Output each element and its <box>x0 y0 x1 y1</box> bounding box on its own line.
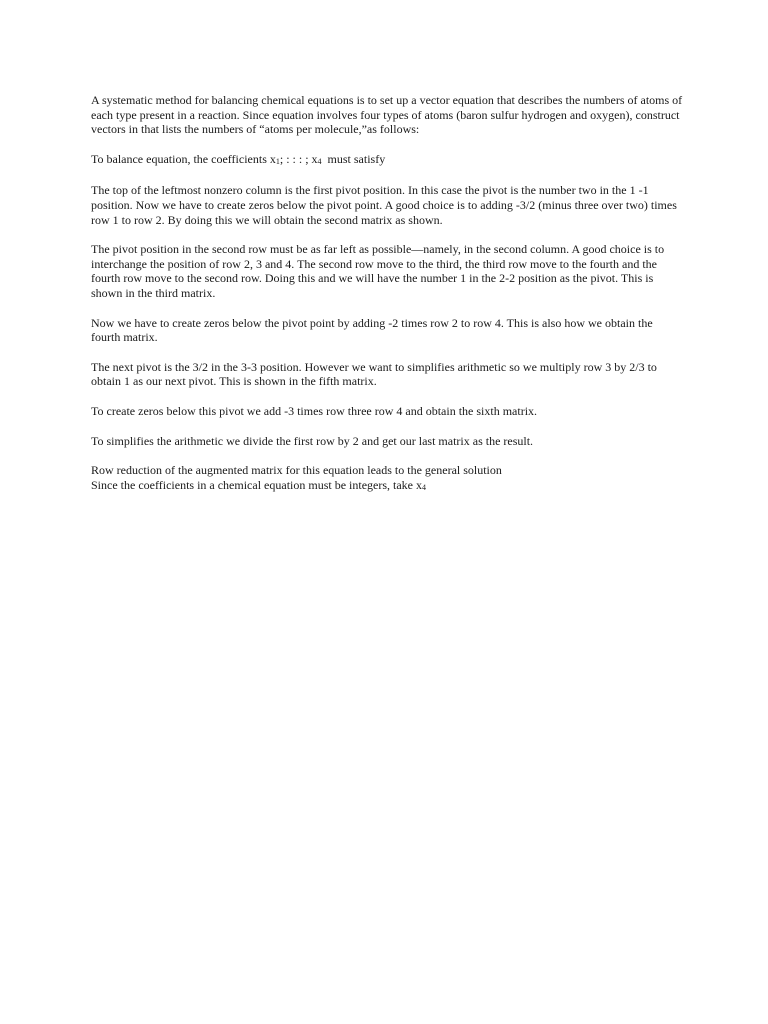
next-pivot-paragraph: The next pivot is the 3/2 in the 3-3 position. However we want to simplifies arithmetic so we multiply row 3 by 2/3 to obtain 1 as our next pivot. This is shown in the fifth matrix. <box>91 359 657 389</box>
zeros-below-paragraph: Now we have to create zeros below the pivot point by adding -2 times row 2 to row 4. This is also how we obtain the fourth matrix. <box>91 315 653 345</box>
general-solution-line: Row reduction of the augmented matrix for this equation leads to the general solution <box>91 463 502 478</box>
coefficients-text-before: To balance equation, the coefficients x <box>91 151 276 166</box>
subscript-x4: 4 <box>422 482 426 492</box>
coefficients-text-middle: ; : : : ; x <box>279 151 318 166</box>
integers-line <box>91 478 683 495</box>
first-pivot-paragraph: The top of the leftmost nonzero column is the first pivot position. In this case the pivot is the number two in the 1 -1 position. Now we have to create zeros below the pivot point. A good choice is to adding -3/2 (minus three over two) times row 1 to row 2. By doing this we will obtain the second matrix as shown. <box>91 183 677 227</box>
coefficients-paragraph <box>91 152 683 169</box>
coefficients-text-after: must satisfy <box>321 151 386 166</box>
sixth-matrix-paragraph: To create zeros below this pivot we add -3 times row three row 4 and obtain the sixth matrix. <box>91 403 538 418</box>
intro-paragraph: A systematic method for balancing chemical equations is to set up a vector equation that describes the numbers of atoms of each type present in a reaction. Since equation involves four types of atoms (baron sulfur hydrogen and oxygen), construct vectors in that lists the numbers of “atoms per molecule,”as follows: <box>91 93 683 137</box>
second-pivot-paragraph: The pivot position in the second row must be as far left as possible—namely, in the second column. A good choice is to interchange the position of row 2, 3 and 4. The second row move to the third, the third row move to the fourth and the fourth row move to the second row. Doing this and we will have the number 1 in the 2-2 position as the pivot. This is shown in the third matrix. <box>91 242 665 300</box>
last-matrix-paragraph: To simplifies the arithmetic we divide the first row by 2 and get our last matrix as the result. <box>91 433 534 448</box>
document-body <box>91 93 683 494</box>
subscript-1: 1 <box>275 156 280 166</box>
integers-text: Since the coefficients in a chemical equation must be integers, take x <box>91 477 422 492</box>
subscript-4: 4 <box>317 156 322 166</box>
